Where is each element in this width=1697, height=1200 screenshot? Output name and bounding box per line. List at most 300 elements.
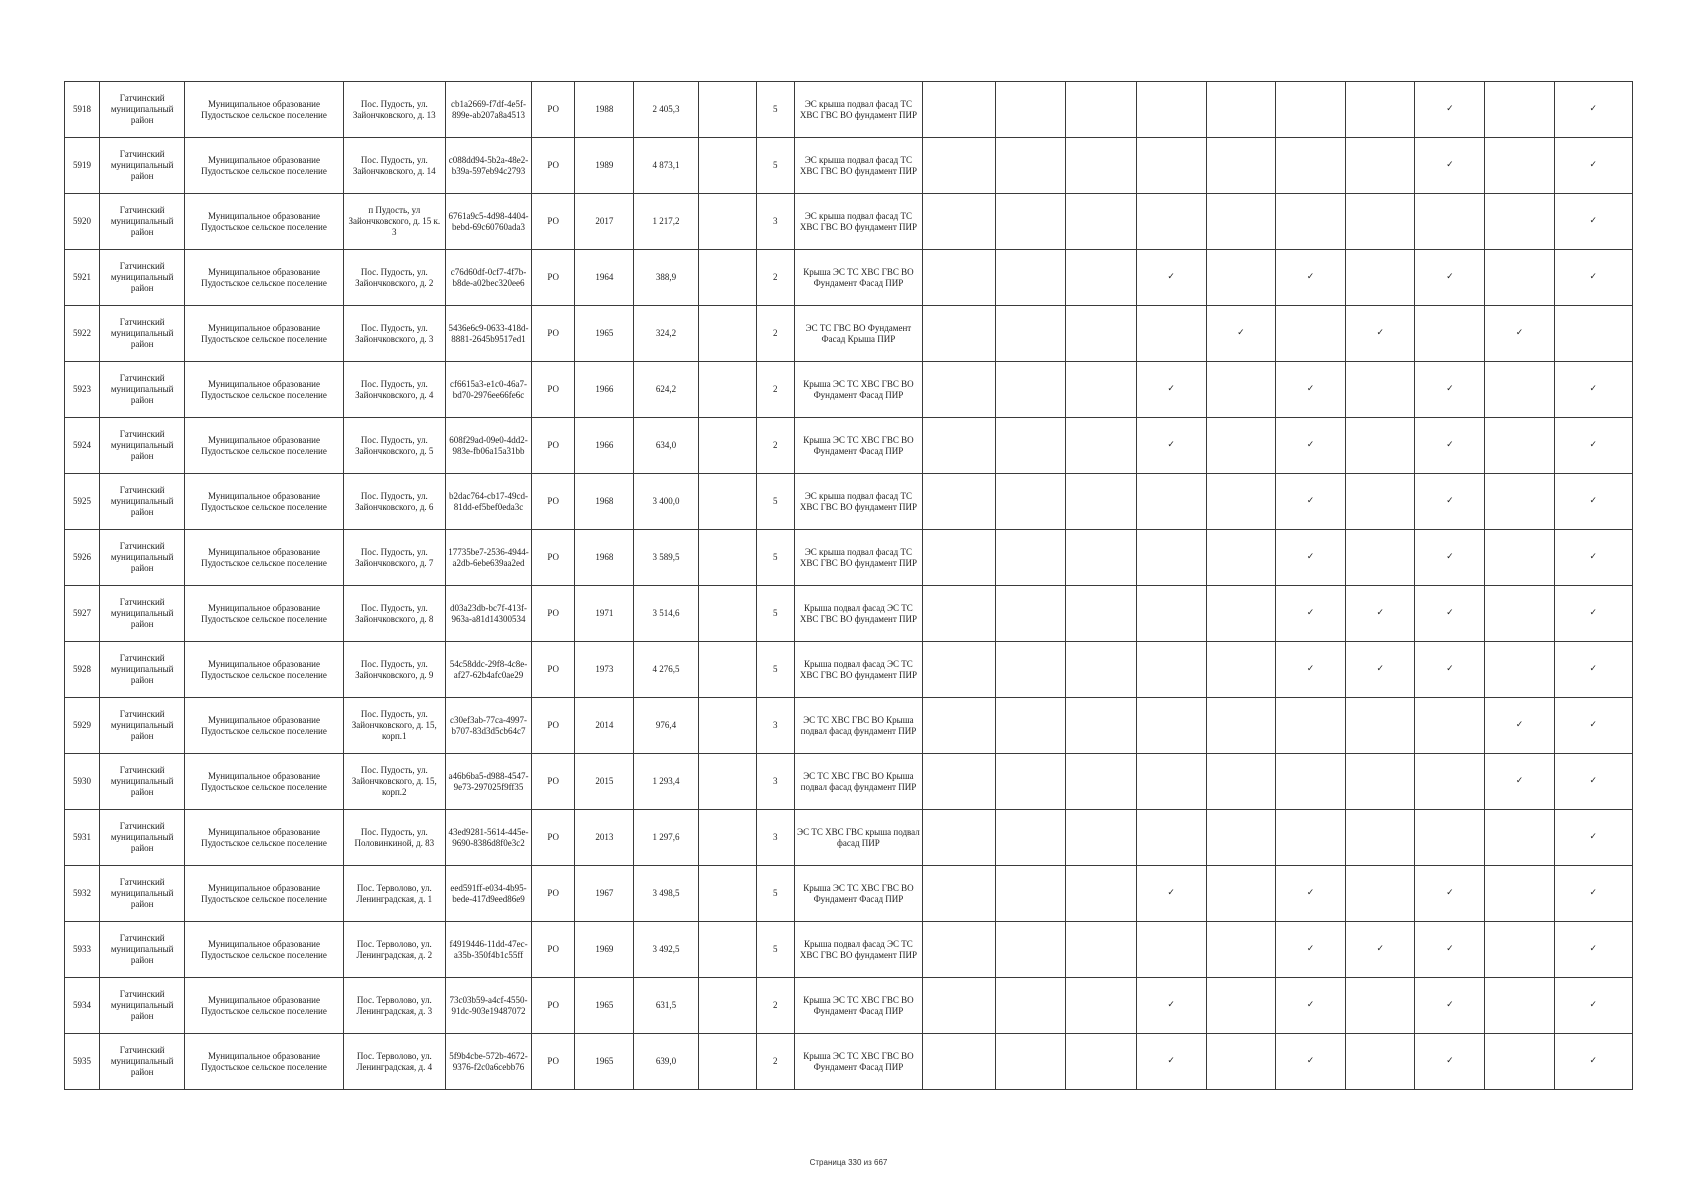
check-cell-empty [1485, 250, 1554, 306]
works-cell: ЭС ТС ХВС ГВС ВО Крыша подвал фасад фундамент ПИР [794, 698, 922, 754]
guid-cell: c30ef3ab-77ca-4997-b707-83d3d5cb64c7 [445, 698, 531, 754]
check-cell-empty [1206, 866, 1275, 922]
floors-cell: 2 [756, 306, 794, 362]
year-cell: 1973 [575, 642, 634, 698]
guid-cell: 17735be7-2536-4944-a2db-6ebe639aa2ed [445, 530, 531, 586]
row-number: 5921 [65, 250, 100, 306]
check-cell-empty [1206, 810, 1275, 866]
check-cell-empty [1136, 82, 1206, 138]
row-number: 5935 [65, 1034, 100, 1090]
guid-cell: 54c58ddc-29f8-4c8e-af27-62b4afc0ae29 [445, 642, 531, 698]
check-cell-empty [1206, 922, 1275, 978]
year-cell: 1969 [575, 922, 634, 978]
row-number: 5934 [65, 978, 100, 1034]
check-cell-empty [996, 82, 1066, 138]
municipality-cell: Муниципальное образование Пудостьское сельское поселение [185, 250, 343, 306]
check-cell-empty [923, 362, 996, 418]
year-cell: 1966 [575, 362, 634, 418]
check-mark-icon: ✓ [1346, 642, 1415, 698]
table-row [65, 978, 1633, 1034]
check-mark-icon: ✓ [1554, 250, 1632, 306]
empty-cell [698, 586, 756, 642]
address-cell: Пос. Пудость, ул. Зайончковского, д. 14 [343, 138, 445, 194]
check-cell-empty [1485, 82, 1554, 138]
empty-cell [698, 306, 756, 362]
table-row [65, 250, 1633, 306]
floors-cell: 3 [756, 698, 794, 754]
check-cell-empty [923, 418, 996, 474]
check-cell-empty [1066, 642, 1136, 698]
address-cell: Пос. Пудость, ул. Зайончковского, д. 2 [343, 250, 445, 306]
area-cell: 2 405,3 [634, 82, 698, 138]
district-cell: Гатчинский муниципальный район [100, 82, 185, 138]
municipality-cell: Муниципальное образование Пудостьское сельское поселение [185, 138, 343, 194]
check-cell-empty [1206, 418, 1275, 474]
check-cell-empty [996, 866, 1066, 922]
district-cell: Гатчинский муниципальный район [100, 1034, 185, 1090]
check-cell-empty [996, 138, 1066, 194]
works-cell: Крыша ЭС ТС ХВС ГВС ВО Фундамент Фасад ПИР [794, 418, 922, 474]
guid-cell: cf6615a3-e1c0-46a7-bd70-2976ee66fe6c [445, 362, 531, 418]
district-cell: Гатчинский муниципальный район [100, 698, 185, 754]
check-mark-icon: ✓ [1415, 586, 1485, 642]
check-cell-empty [1206, 978, 1275, 1034]
district-cell: Гатчинский муниципальный район [100, 418, 185, 474]
check-mark-icon: ✓ [1415, 922, 1485, 978]
municipality-cell: Муниципальное образование Пудостьское сельское поселение [185, 418, 343, 474]
district-cell: Гатчинский муниципальный район [100, 978, 185, 1034]
check-cell-empty [923, 82, 996, 138]
area-cell: 1 217,2 [634, 194, 698, 250]
check-cell-empty [1066, 922, 1136, 978]
check-cell-empty [996, 530, 1066, 586]
guid-cell: 5f9b4cbe-572b-4672-9376-f2c0a6cebb76 [445, 1034, 531, 1090]
floors-cell: 2 [756, 418, 794, 474]
guid-cell: a46b6ba5-d988-4547-9e73-297025f9ff35 [445, 754, 531, 810]
works-cell: ЭС крыша подвал фасад ТС ХВС ГВС ВО фундамент ПИР [794, 194, 922, 250]
year-cell: 1988 [575, 82, 634, 138]
year-cell: 1965 [575, 1034, 634, 1090]
type-cell: РО [532, 82, 575, 138]
guid-cell: d03a23db-bc7f-413f-963a-a81d14300534 [445, 586, 531, 642]
check-mark-icon: ✓ [1554, 194, 1632, 250]
check-mark-icon: ✓ [1554, 82, 1632, 138]
check-cell-empty [1066, 866, 1136, 922]
area-cell: 388,9 [634, 250, 698, 306]
check-cell-empty [1136, 138, 1206, 194]
district-cell: Гатчинский муниципальный район [100, 306, 185, 362]
check-mark-icon: ✓ [1136, 418, 1206, 474]
row-number: 5927 [65, 586, 100, 642]
district-cell: Гатчинский муниципальный район [100, 810, 185, 866]
row-number: 5929 [65, 698, 100, 754]
check-mark-icon: ✓ [1415, 82, 1485, 138]
check-cell-empty [996, 474, 1066, 530]
check-cell-empty [1485, 474, 1554, 530]
municipality-cell: Муниципальное образование Пудостьское сельское поселение [185, 922, 343, 978]
check-cell-empty [1415, 754, 1485, 810]
empty-cell [698, 754, 756, 810]
check-cell-empty [1206, 754, 1275, 810]
check-cell-empty [1485, 978, 1554, 1034]
guid-cell: 6761a9c5-4d98-4404-bebd-69c60760ada3 [445, 194, 531, 250]
check-cell-empty [1346, 810, 1415, 866]
check-mark-icon: ✓ [1415, 362, 1485, 418]
municipality-cell: Муниципальное образование Пудостьское сельское поселение [185, 698, 343, 754]
check-cell-empty [923, 138, 996, 194]
floors-cell: 5 [756, 642, 794, 698]
municipality-cell: Муниципальное образование Пудостьское сельское поселение [185, 754, 343, 810]
address-cell: Пос. Пудость, ул. Зайончковского, д. 5 [343, 418, 445, 474]
address-cell: Пос. Пудость, ул. Зайончковского, д. 13 [343, 82, 445, 138]
municipality-cell: Муниципальное образование Пудостьское сельское поселение [185, 1034, 343, 1090]
check-cell-empty [1485, 530, 1554, 586]
empty-cell [698, 194, 756, 250]
year-cell: 1968 [575, 474, 634, 530]
works-cell: Крыша подвал фасад ЭС ТС ХВС ГВС ВО фундамент ПИР [794, 642, 922, 698]
empty-cell [698, 642, 756, 698]
check-mark-icon: ✓ [1485, 698, 1554, 754]
empty-cell [698, 978, 756, 1034]
municipality-cell: Муниципальное образование Пудостьское сельское поселение [185, 530, 343, 586]
check-mark-icon: ✓ [1415, 1034, 1485, 1090]
check-cell-empty [1346, 474, 1415, 530]
check-cell-empty [996, 586, 1066, 642]
check-mark-icon: ✓ [1554, 418, 1632, 474]
check-cell-empty [1206, 698, 1275, 754]
table-row [65, 810, 1633, 866]
area-cell: 631,5 [634, 978, 698, 1034]
table-row [65, 418, 1633, 474]
guid-cell: eed591ff-e034-4b95-bede-417d9eed86e9 [445, 866, 531, 922]
check-mark-icon: ✓ [1136, 250, 1206, 306]
type-cell: РО [532, 1034, 575, 1090]
municipality-cell: Муниципальное образование Пудостьское сельское поселение [185, 810, 343, 866]
table-row [65, 642, 1633, 698]
check-cell-empty [923, 642, 996, 698]
check-mark-icon: ✓ [1415, 418, 1485, 474]
check-cell-empty [1066, 698, 1136, 754]
check-cell-empty [1346, 1034, 1415, 1090]
floors-cell: 3 [756, 810, 794, 866]
address-cell: Пос. Пудость, ул. Зайончковского, д. 8 [343, 586, 445, 642]
check-mark-icon: ✓ [1554, 586, 1632, 642]
check-cell-empty [1346, 698, 1415, 754]
check-cell-empty [923, 866, 996, 922]
check-cell-empty [1415, 810, 1485, 866]
check-mark-icon: ✓ [1554, 138, 1632, 194]
year-cell: 2013 [575, 810, 634, 866]
works-cell: ЭС ТС ХВС ГВС крыша подвал фасад ПИР [794, 810, 922, 866]
year-cell: 1989 [575, 138, 634, 194]
type-cell: РО [532, 978, 575, 1034]
check-mark-icon: ✓ [1554, 642, 1632, 698]
area-cell: 3 514,6 [634, 586, 698, 642]
check-cell-empty [1275, 138, 1345, 194]
empty-cell [698, 418, 756, 474]
row-number: 5919 [65, 138, 100, 194]
area-cell: 3 589,5 [634, 530, 698, 586]
district-cell: Гатчинский муниципальный район [100, 642, 185, 698]
check-cell-empty [1415, 306, 1485, 362]
row-number: 5926 [65, 530, 100, 586]
area-cell: 1 297,6 [634, 810, 698, 866]
check-mark-icon: ✓ [1346, 306, 1415, 362]
check-mark-icon: ✓ [1275, 922, 1345, 978]
municipality-cell: Муниципальное образование Пудостьское сельское поселение [185, 642, 343, 698]
check-mark-icon: ✓ [1415, 138, 1485, 194]
year-cell: 2014 [575, 698, 634, 754]
check-cell-empty [1136, 810, 1206, 866]
check-mark-icon: ✓ [1415, 642, 1485, 698]
address-cell: Пос. Пудость, ул. Зайончковского, д. 3 [343, 306, 445, 362]
check-cell-empty [996, 810, 1066, 866]
type-cell: РО [532, 698, 575, 754]
check-cell-empty [923, 586, 996, 642]
floors-cell: 5 [756, 474, 794, 530]
type-cell: РО [532, 530, 575, 586]
check-cell-empty [1206, 250, 1275, 306]
area-cell: 634,0 [634, 418, 698, 474]
empty-cell [698, 1034, 756, 1090]
check-mark-icon: ✓ [1136, 1034, 1206, 1090]
year-cell: 1964 [575, 250, 634, 306]
type-cell: РО [532, 754, 575, 810]
year-cell: 1971 [575, 586, 634, 642]
works-cell: Крыша ЭС ТС ХВС ГВС ВО Фундамент Фасад ПИР [794, 1034, 922, 1090]
year-cell: 2017 [575, 194, 634, 250]
check-cell-empty [1206, 194, 1275, 250]
check-mark-icon: ✓ [1275, 474, 1345, 530]
check-mark-icon: ✓ [1485, 754, 1554, 810]
works-cell: Крыша ЭС ТС ХВС ГВС ВО Фундамент Фасад ПИР [794, 866, 922, 922]
check-cell-empty [923, 698, 996, 754]
guid-cell: 43ed9281-5614-445e-9690-8386d8f0e3c2 [445, 810, 531, 866]
check-mark-icon: ✓ [1275, 586, 1345, 642]
district-cell: Гатчинский муниципальный район [100, 530, 185, 586]
works-cell: ЭС крыша подвал фасад ТС ХВС ГВС ВО фундамент ПИР [794, 474, 922, 530]
row-number: 5920 [65, 194, 100, 250]
floors-cell: 5 [756, 530, 794, 586]
check-cell-empty [1206, 82, 1275, 138]
table-row [65, 82, 1633, 138]
table-row [65, 866, 1633, 922]
check-cell-empty [1066, 362, 1136, 418]
table-row [65, 922, 1633, 978]
check-mark-icon: ✓ [1415, 250, 1485, 306]
check-mark-icon: ✓ [1346, 922, 1415, 978]
table-row [65, 754, 1633, 810]
check-mark-icon: ✓ [1136, 978, 1206, 1034]
address-cell: Пос. Пудость, ул. Зайончковского, д. 15, корп.2 [343, 754, 445, 810]
check-mark-icon: ✓ [1275, 362, 1345, 418]
check-mark-icon: ✓ [1554, 474, 1632, 530]
area-cell: 639,0 [634, 1034, 698, 1090]
check-cell-empty [1136, 922, 1206, 978]
check-cell-empty [996, 698, 1066, 754]
check-mark-icon: ✓ [1275, 866, 1345, 922]
check-cell-empty [923, 530, 996, 586]
check-mark-icon: ✓ [1415, 866, 1485, 922]
guid-cell: 5436e6c9-0633-418d-8881-2645b9517ed1 [445, 306, 531, 362]
check-mark-icon: ✓ [1554, 698, 1632, 754]
check-cell-empty [1206, 138, 1275, 194]
district-cell: Гатчинский муниципальный район [100, 138, 185, 194]
page-footer: Страница 330 из 667 [809, 1158, 888, 1167]
guid-cell: cb1a2669-f7df-4e5f-899e-ab207a8a4513 [445, 82, 531, 138]
type-cell: РО [532, 922, 575, 978]
check-cell-empty [1346, 978, 1415, 1034]
district-cell: Гатчинский муниципальный район [100, 922, 185, 978]
works-cell: ЭС крыша подвал фасад ТС ХВС ГВС ВО фундамент ПИР [794, 82, 922, 138]
table-row [65, 474, 1633, 530]
check-mark-icon: ✓ [1415, 474, 1485, 530]
check-mark-icon: ✓ [1275, 530, 1345, 586]
check-cell-empty [1346, 866, 1415, 922]
district-cell: Гатчинский муниципальный район [100, 194, 185, 250]
check-cell-empty [1206, 530, 1275, 586]
empty-cell [698, 250, 756, 306]
check-mark-icon: ✓ [1554, 978, 1632, 1034]
works-cell: Крыша ЭС ТС ХВС ГВС ВО Фундамент Фасад ПИР [794, 362, 922, 418]
check-mark-icon: ✓ [1275, 642, 1345, 698]
check-cell-empty [1206, 474, 1275, 530]
check-cell-empty [1346, 138, 1415, 194]
district-cell: Гатчинский муниципальный район [100, 866, 185, 922]
floors-cell: 3 [756, 754, 794, 810]
check-mark-icon: ✓ [1275, 978, 1345, 1034]
check-cell-empty [1136, 586, 1206, 642]
check-cell-empty [1346, 250, 1415, 306]
row-number: 5925 [65, 474, 100, 530]
check-cell-empty [1136, 306, 1206, 362]
works-cell: ЭС ТС ХВС ГВС ВО Крыша подвал фасад фундамент ПИР [794, 754, 922, 810]
check-cell-empty [1275, 194, 1345, 250]
works-cell: Крыша подвал фасад ЭС ТС ХВС ГВС ВО фундамент ПИР [794, 922, 922, 978]
check-cell-empty [1275, 306, 1345, 362]
check-cell-empty [1066, 586, 1136, 642]
table-row [65, 530, 1633, 586]
check-cell-empty [1485, 194, 1554, 250]
check-cell-empty [923, 1034, 996, 1090]
check-cell-empty [923, 978, 996, 1034]
year-cell: 1965 [575, 306, 634, 362]
check-mark-icon: ✓ [1415, 530, 1485, 586]
check-cell-empty [996, 922, 1066, 978]
check-cell-empty [1485, 922, 1554, 978]
check-cell-empty [996, 754, 1066, 810]
check-cell-empty [1275, 82, 1345, 138]
check-cell-empty [1066, 138, 1136, 194]
type-cell: РО [532, 250, 575, 306]
district-cell: Гатчинский муниципальный район [100, 754, 185, 810]
check-cell-empty [996, 418, 1066, 474]
floors-cell: 5 [756, 922, 794, 978]
address-cell: Пос. Терволово, ул. Ленинградская, д. 4 [343, 1034, 445, 1090]
check-mark-icon: ✓ [1554, 362, 1632, 418]
works-cell: ЭС крыша подвал фасад ТС ХВС ГВС ВО фундамент ПИР [794, 530, 922, 586]
table-row [65, 194, 1633, 250]
floors-cell: 3 [756, 194, 794, 250]
check-cell-empty [1346, 530, 1415, 586]
check-cell-empty [1346, 82, 1415, 138]
type-cell: РО [532, 810, 575, 866]
address-cell: Пос. Терволово, ул. Ленинградская, д. 1 [343, 866, 445, 922]
empty-cell [698, 810, 756, 866]
type-cell: РО [532, 418, 575, 474]
check-cell-empty [1275, 698, 1345, 754]
check-cell-empty [1066, 82, 1136, 138]
building-register-table [64, 81, 1633, 1090]
area-cell: 976,4 [634, 698, 698, 754]
works-cell: Крыша ЭС ТС ХВС ГВС ВО Фундамент Фасад ПИР [794, 978, 922, 1034]
check-cell-empty [1206, 1034, 1275, 1090]
area-cell: 624,2 [634, 362, 698, 418]
check-cell-empty [996, 306, 1066, 362]
check-cell-empty [1066, 810, 1136, 866]
works-cell: ЭС ТС ГВС ВО Фундамент Фасад Крыша ПИР [794, 306, 922, 362]
row-number: 5932 [65, 866, 100, 922]
check-mark-icon: ✓ [1346, 586, 1415, 642]
works-cell: Крыша подвал фасад ЭС ТС ХВС ГВС ВО фундамент ПИР [794, 586, 922, 642]
area-cell: 3 400,0 [634, 474, 698, 530]
check-cell-empty [1136, 530, 1206, 586]
municipality-cell: Муниципальное образование Пудостьское сельское поселение [185, 362, 343, 418]
check-cell-empty [1206, 586, 1275, 642]
guid-cell: 608f29ad-09e0-4dd2-983e-fb06a15a31bb [445, 418, 531, 474]
check-mark-icon: ✓ [1275, 250, 1345, 306]
check-cell-empty [1346, 194, 1415, 250]
floors-cell: 2 [756, 978, 794, 1034]
check-cell-empty [923, 754, 996, 810]
check-cell-empty [1066, 418, 1136, 474]
type-cell: РО [532, 866, 575, 922]
type-cell: РО [532, 306, 575, 362]
address-cell: Пос. Терволово, ул. Ленинградская, д. 3 [343, 978, 445, 1034]
floors-cell: 5 [756, 866, 794, 922]
check-mark-icon: ✓ [1485, 306, 1554, 362]
check-cell-empty [996, 362, 1066, 418]
empty-cell [698, 82, 756, 138]
works-cell: Крыша ЭС ТС ХВС ГВС ВО Фундамент Фасад ПИР [794, 250, 922, 306]
floors-cell: 2 [756, 1034, 794, 1090]
type-cell: РО [532, 362, 575, 418]
guid-cell: c76d60df-0cf7-4f7b-b8de-a02bec320ee6 [445, 250, 531, 306]
check-cell-empty [1346, 362, 1415, 418]
year-cell: 2015 [575, 754, 634, 810]
address-cell: Пос. Пудость, ул. Зайончковского, д. 7 [343, 530, 445, 586]
check-mark-icon: ✓ [1136, 866, 1206, 922]
table-row [65, 138, 1633, 194]
check-cell-empty [1415, 698, 1485, 754]
check-mark-icon: ✓ [1275, 1034, 1345, 1090]
floors-cell: 5 [756, 82, 794, 138]
floors-cell: 5 [756, 586, 794, 642]
check-mark-icon: ✓ [1554, 754, 1632, 810]
guid-cell: b2dac764-cb17-49cd-81dd-ef5bef0eda3c [445, 474, 531, 530]
check-cell-empty [1485, 1034, 1554, 1090]
area-cell: 324,2 [634, 306, 698, 362]
check-cell-empty [1136, 698, 1206, 754]
works-cell: ЭС крыша подвал фасад ТС ХВС ГВС ВО фундамент ПИР [794, 138, 922, 194]
row-number: 5923 [65, 362, 100, 418]
district-cell: Гатчинский муниципальный район [100, 474, 185, 530]
check-cell-empty [923, 250, 996, 306]
check-cell-empty [996, 642, 1066, 698]
empty-cell [698, 474, 756, 530]
municipality-cell: Муниципальное образование Пудостьское сельское поселение [185, 474, 343, 530]
year-cell: 1966 [575, 418, 634, 474]
